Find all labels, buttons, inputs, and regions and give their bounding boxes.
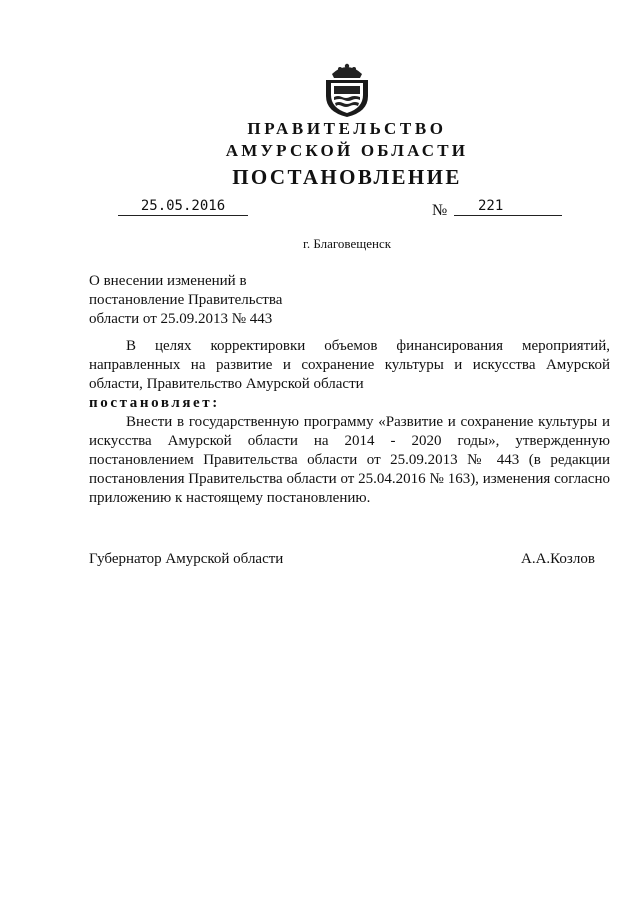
document-date: 25.05.2016	[118, 198, 248, 216]
subject-line: постановление Правительства	[89, 292, 283, 308]
preamble-paragraph: В целях корректировки объемов финансирования мероприятий, направленных на развитие и сохранение культуры и искусства Амурской области, Правительство Амурской области	[89, 338, 610, 392]
subject-line: области от 25.09.2013 № 443	[89, 311, 273, 327]
signatory-position: Губернатор Амурской области	[89, 551, 284, 567]
city-label: г. Благовещенск	[302, 236, 392, 251]
document-number: 221	[478, 198, 504, 214]
document-number-field	[454, 198, 562, 216]
government-title-line2: АМУРСКОЙ ОБЛАСТИ	[225, 141, 469, 160]
resolution-keyword: постановляет:	[89, 395, 220, 411]
government-title-line1: ПРАВИТЕЛЬСТВО	[247, 119, 447, 138]
coat-of-arms-icon	[322, 62, 372, 118]
number-sign: №	[432, 202, 448, 219]
document-body	[89, 337, 610, 508]
document-type-title: ПОСТАНОВЛЕНИЕ	[232, 165, 462, 189]
signatory-name: А.А.Козлов	[521, 551, 595, 567]
resolution-paragraph: Внести в государственную программу «Развитие и сохранение культуры и искусства Амурской области на 2014 - 2020 годы», утвержденную постановлением Правительства области от 25.09.2013 № 443 (в редакции постановления Правительства области от 25.04.2016 № 163), изменения согласно приложению к настоящему постановлению.	[89, 414, 610, 506]
subject-line: О внесении изменений в	[89, 273, 247, 289]
document-subject	[89, 272, 282, 329]
